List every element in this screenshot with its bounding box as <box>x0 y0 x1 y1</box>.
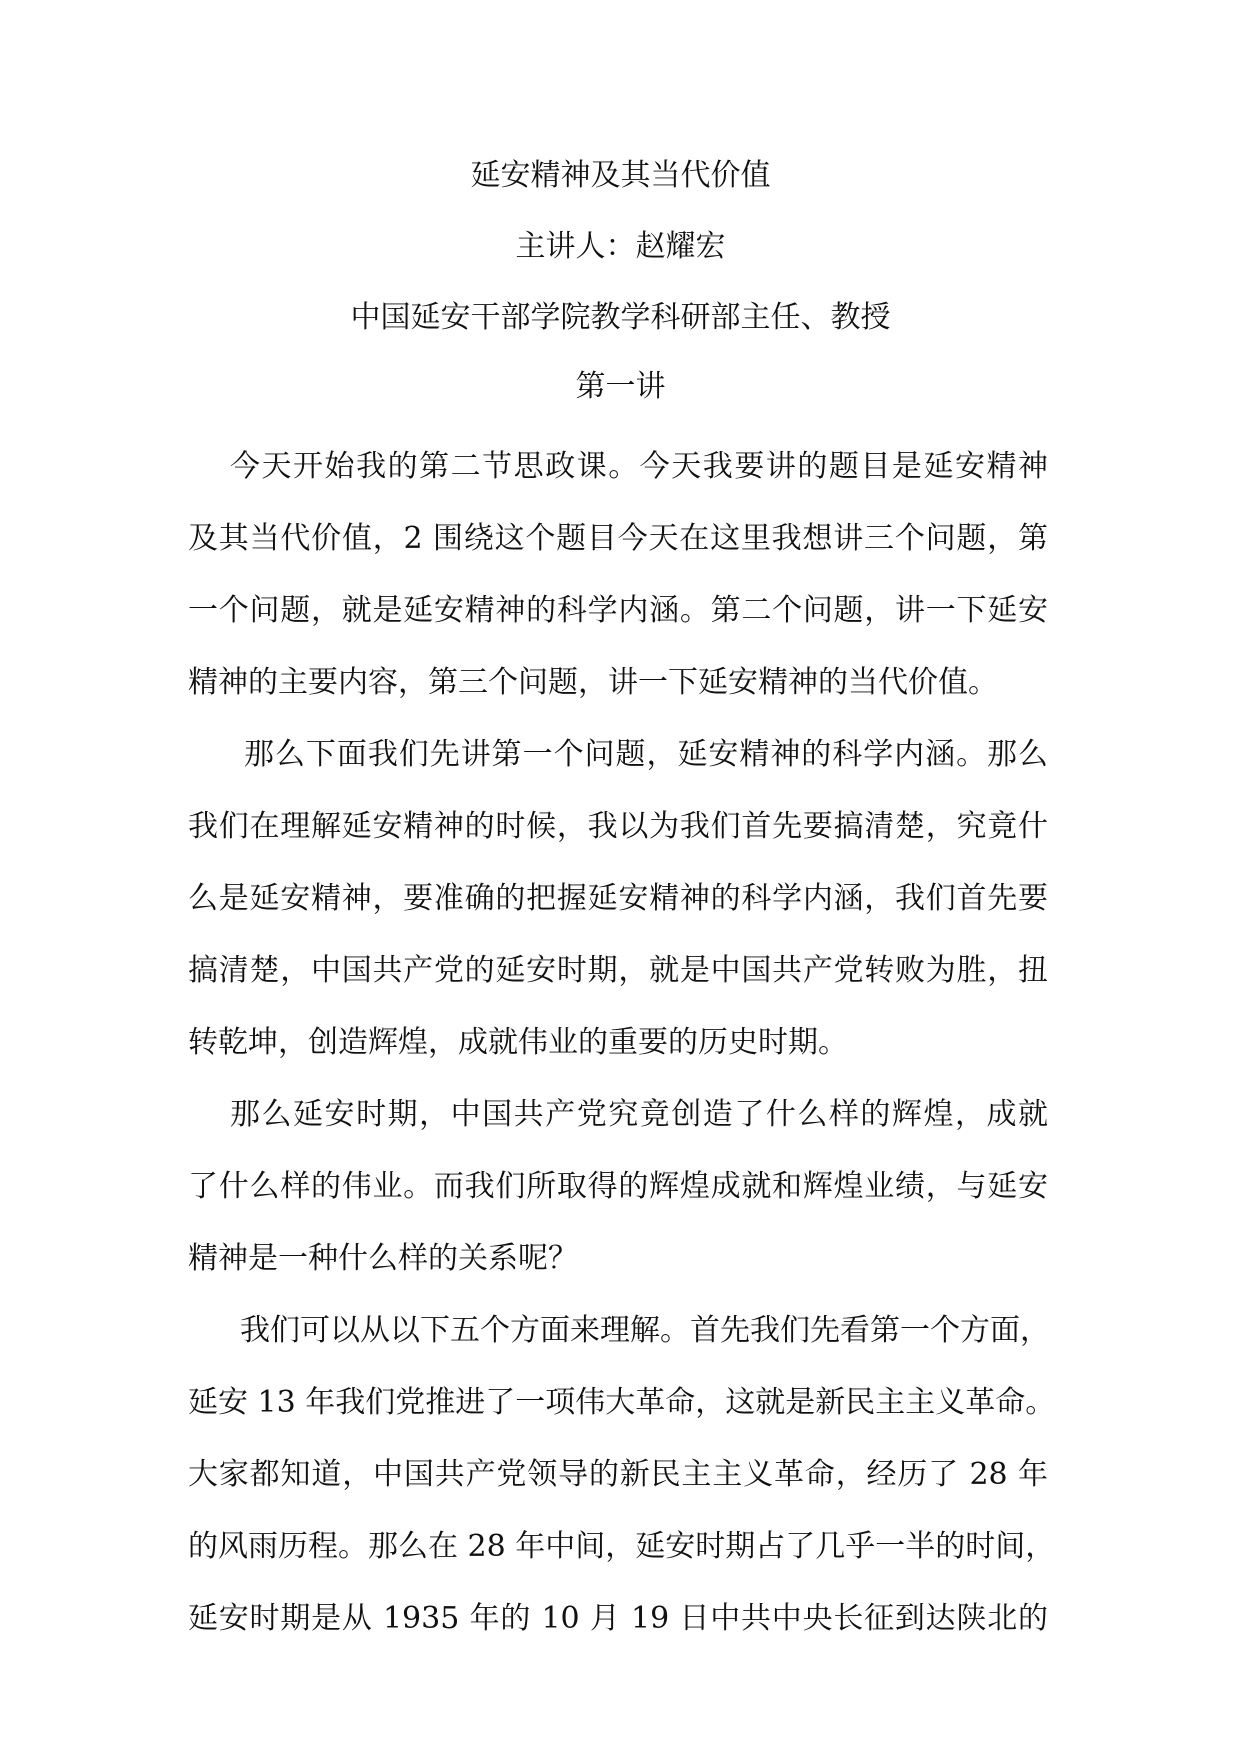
document-title: 延安精神及其当代价值 <box>470 158 771 193</box>
text-line: 今天开始我的第二节思政课。今天我要讲的题目是延安精神 <box>230 449 1048 484</box>
text-line: 延安 13 年我们党推进了一项伟大革命，这就是新民主主义革命。 <box>188 1385 1056 1420</box>
text-line: 及其当代价值，2 围绕这个题目今天在这里我想讲三个问题，第 <box>188 521 1048 556</box>
lecture-number: 第一讲 <box>575 369 666 404</box>
text-line: 那么延安时期，中国共产党究竟创造了什么样的辉煌，成就 <box>230 1097 1048 1132</box>
text-line: 延安时期是从 1935 年的 10 月 19 日中共中央长征到达陕北的 <box>188 1601 1048 1636</box>
text-line: 一个问题，就是延安精神的科学内涵。第二个问题，讲一下延安 <box>188 593 1048 628</box>
text-line: 精神的主要内容，第三个问题，讲一下延安精神的当代价值。 <box>188 665 998 700</box>
speaker-line: 主讲人：赵耀宏 <box>515 229 726 264</box>
affiliation-line: 中国延安干部学院教学科研部主任、教授 <box>350 300 891 335</box>
text-line: 了什么样的伟业。而我们所取得的辉煌成就和辉煌业绩，与延安 <box>188 1169 1048 1204</box>
text-line: 么是延安精神，要准确的把握延安精神的科学内涵，我们首先要 <box>188 881 1048 916</box>
text-line: 我们在理解延安精神的时候，我以为我们首先要搞清楚，究竟什 <box>188 809 1048 844</box>
text-line: 我们可以从以下五个方面来理解。首先我们先看第一个方面， <box>240 1313 1050 1348</box>
text-line: 搞清楚，中国共产党的延安时期，就是中国共产党转败为胜，扭 <box>188 953 1048 988</box>
text-line: 大家都知道，中国共产党领导的新民主主义革命，经历了 28 年 <box>188 1457 1048 1492</box>
text-line: 转乾坤，创造辉煌，成就伟业的重要的历史时期。 <box>188 1025 848 1060</box>
text-line: 那么下面我们先讲第一个问题，延安精神的科学内涵。那么 <box>244 737 1048 772</box>
text-line: 精神是一种什么样的关系呢？ <box>188 1241 578 1276</box>
text-line: 的风雨历程。那么在 28 年中间，延安时期占了几乎一半的时间， <box>188 1529 1056 1564</box>
body-text <box>188 431 1056 1655</box>
